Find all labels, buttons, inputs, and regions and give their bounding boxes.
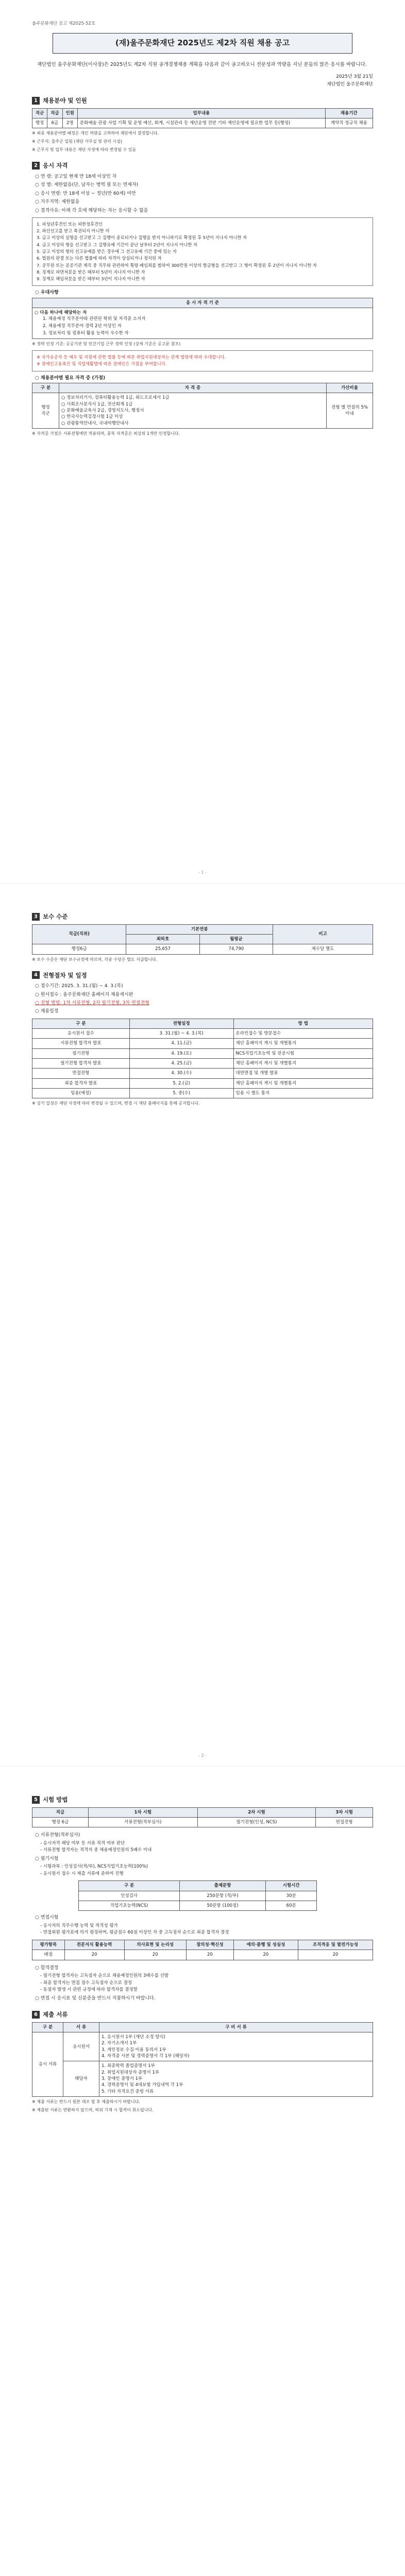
document-id: 울주문화재단 공고 제2025-52호: [32, 21, 96, 26]
result-item: - 동점자 발생 시 관련 규정에 따라 합격자를 결정함: [40, 1987, 138, 1993]
issue-block: [32, 73, 373, 88]
issue-date: 2025년 3월 21일: [336, 74, 373, 80]
section-5-title: 5 시험 방법: [32, 1795, 373, 1804]
table-row: 해당자 1. 최종학력 졸업증명서 1부 2. 취업지원대상자 증명서 1부 3. 장애인 증명서 1부 4. 경력증명서 및 4대보험 가입내역 각 1부 5. 기타 자격요건 증빙 서류: [32, 2061, 373, 2097]
table-row: 행정6급 25,657 74,790 제수당 별도: [32, 944, 373, 954]
section-4-title: 4 전형절차 및 일정: [32, 971, 373, 980]
exam-item: - 시험과목 : 인성검사(적/부), NCS직업기초능력(100%): [40, 1864, 148, 1870]
preference-item: 2. 채용예정 직무분야 경력 2년 이상인 자: [43, 323, 122, 329]
preference-title: ○ 우대사항: [35, 290, 59, 296]
table-row: 서류전형 합격자 발표 4. 11.(금) 재단 홈페이지 게시 및 개별통지: [32, 1039, 373, 1048]
certificate-table: 구 분 자 격 증 가산비율 행정 직군 ○ 정보처리기사, 컴퓨터활용능력 1급, 워드프로세서 1급 ○ 사회조사분석사 1급, 전산회계 1급 ○ 문화예술교육사 2급, 경영지도사, 행정사 ○ 한국사능력검정시험 1급 이상 ○ 관광통역안내사, 국내여행안내사 전형 별 만점의 5% 이내: [32, 383, 373, 429]
section-number: 4: [32, 971, 40, 979]
section-1-note: ※ 최종 채용분야별 배정은 개인 역량을 고려하여 재단에서 결정합니다.: [32, 131, 159, 136]
table-row: 면접전형 4. 30.(수) 대면면접 및 개별 발표: [32, 1069, 373, 1078]
eligibility-item: ○ 연 령: 공고일 현재 만 18세 이상인 자: [35, 174, 117, 179]
interview-item: - 면접위원 평가표에 의거 평정하며, 평균점수 60점 이상인 자 중 고득점자 순으로 최종 합격자 결정: [40, 1930, 229, 1936]
exam-item: - 응시원서 접수 시 제출 서류에 준하여 진행: [40, 1871, 124, 1876]
intro-text: 재단법인 울주문화재단(이사장)은 2025년도 제2차 직원 공개경쟁채용 계획을 다음과 같이 공고하오니 전문성과 역량을 지닌 분들의 많은 응시를 바랍니다.: [37, 62, 367, 68]
section-3-title: 3 보수 수준: [32, 912, 373, 921]
preference-item: 3. 정보처리 및 컴퓨터 활용 능력이 우수한 자: [43, 330, 129, 336]
result-item: ○ 면접 시 응시표 및 신분증을 반드시 지참하시기 바랍니다.: [35, 1995, 156, 2001]
table-row: 필기전형 합격자 발표 4. 25.(금) 재단 홈페이지 게시 및 개별통지: [32, 1059, 373, 1069]
schedule-table: 구 분 전형일정 방 법 응시원서 접수 3. 31.(월) ~ 4. 3.(목) 온라인접수 및 방문접수 서류전형 합격자 발표 4. 11.(금) 재단 홈페이지 게시 및 개별통지 필기전형 4. 19.(토) NCS직업기초능력 및 전공시험 필기전형 합격자 발표 4. 25.(금) 재단 홈페이지 게시 및 개별통지 면접전형 4. 30.(수) 대면면접 및 개별 발표 최종 합격자 발표 5. 2.(금) 재단 홈페이지 게시 및 개별통지 임용(예정) 5. 중(수) 임용 시 별도 통지: [32, 1019, 373, 1099]
section-number: 3: [32, 913, 40, 921]
table-row: 직업기초능력(NCS) 50문항 (100점) 60분: [79, 1901, 317, 1911]
result-item: - 최종 합격자는 면접 점수 고득점자 순으로 결정: [40, 1980, 132, 1986]
preference-note: ※ 경력 인정 기준: 공공기관 및 민간기업 근무 경력 인정 (상세 기준은 공고문 참조): [32, 342, 181, 347]
section-number: 5: [32, 1796, 40, 1804]
exam-item: - 서류전형 합격자는 적격자 중 채용예정인원의 5배수 이내: [40, 1848, 152, 1853]
table-row: 행정 6급 서류전형(적부심사) 필기전형(인성, NCS) 면접전형: [32, 1817, 373, 1827]
eligibility-item: ○ 결격사유: 아래 각 호에 해당하는 자는 응시할 수 없음: [35, 208, 148, 213]
disqualification-box: 1. 피성년후견인 또는 피한정후견인 2. 파산선고를 받고 복권되지 아니한 자 3. 금고 이상의 실형을 선고받고 그 집행이 종료되거나 집행을 받지 아니하기로 확정된 후 5년이 지나지 아니한 자 4. 금고 이상의 형을 선고받고 그 집행유예 기간이 끝난 날부터 2년이 지나지 아니한 자 5. 금고 이상의 형의 선고유예를 받은 경우에 그 선고유예 기간 중에 있는 자 6. 법원의 판결 또는 다른 법률에 따라 자격이 상실되거나 정지된 자 7. 공무원 또는 공공기관 재직 중 직무와 관련하여 횡령·배임죄를 범하여 300만원 이상의 벌금형을 선고받고 그 형이 확정된 후 2년이 지나지 아니한 자 8. 징계로 파면처분을 받은 때부터 5년이 지나지 아니한 자 9. 징계로 해임처분을 받은 때부터 3년이 지나지 아니한 자: [32, 217, 373, 286]
table-row: 최종 합격자 발표 5. 2.(금) 재단 홈페이지 게시 및 개별통지: [32, 1078, 373, 1088]
preference-item: ○ 다음 하나에 해당하는 자: [35, 310, 87, 315]
page-2: [0, 883, 405, 1766]
section-number: 6: [32, 2011, 40, 2019]
section-1-note: ※ 근무지 및 업무 내용은 재단 사정에 따라 변경될 수 있음: [32, 147, 137, 152]
table-row: 배점 20 20 20 20 20: [32, 1950, 373, 1960]
legal-note-box: ※ 국가유공자 등 예우 및 지원에 관한 법률 등에 따른 취업지원대상자는 관계 법령에 따라 우대합니다. ※ 장애인고용촉진 및 직업재활법에 따른 장애인은 가점을 부여합니다.: [32, 350, 373, 371]
table-row: 응시원서 접수 3. 31.(월) ~ 4. 3.(목) 온라인접수 및 방문접수: [32, 1029, 373, 1039]
interview-title: ○ 면접시험: [35, 1915, 59, 1921]
documents-note: ※ 제출된 서류는 반환하지 않으며, 허위 기재 시 합격이 취소됩니다.: [32, 2107, 154, 2112]
exam-item: ○ 서류전형(적부심사): [35, 1833, 80, 1838]
section-1-title: 1 채용분야 및 인원: [32, 96, 373, 105]
schedule-item: ○ 접수기간: 2025. 3. 31.(월) ~ 4. 3.(목): [35, 984, 123, 989]
certificate-title: ○ 채용분야별 필요 자격 증 (가점): [35, 375, 106, 381]
eligibility-item: ○ 성 별: 제한없음(단, 남자는 병역 필 또는 면제자): [35, 182, 139, 188]
written-exam-table: 구 분 출제문항 시험시간 인성검사 250문항 (적/부) 30분 직업기초능력(NCS) 50문항 (100점) 60분: [78, 1880, 317, 1911]
salary-table: 직급(직위) 기본연봉 비고 최하호 월평균 행정6급 25,657 74,790 제수당 별도: [32, 924, 373, 955]
table-row: 행정 직군 ○ 정보처리기사, 컴퓨터활용능력 1급, 워드프로세서 1급 ○ 사회조사분석사 1급, 전산회계 1급 ○ 문화예술교육사 2급, 경영지도사, 행정사 ○ 한국사능력검정시험 1급 이상 ○ 관광통역안내사, 국내여행안내사 전형 별 만점의 5% 이내: [32, 393, 373, 429]
announcement-title: (재)울주문화재단 2025년도 제2차 직원 채용 공고: [53, 33, 352, 54]
section-number: 2: [32, 162, 40, 170]
issuer: 재단법인 울주문화재단: [327, 81, 373, 87]
exam-table: 직급 1차 시험 2차 시험 3차 시험 행정 6급 서류전형(적부심사) 필기전형(인성, NCS) 면접전형: [32, 1807, 373, 1828]
page-number: - 1 -: [198, 870, 207, 875]
page-1: [0, 0, 405, 883]
table-row: 행정 6급 2명 문화예술 관광 사업 기획 및 운영 예산, 회계, 시설관리 등 재단운영 전반 기타 재단운영에 필요한 업무 등(행정) 계약직 정규직 채용: [32, 118, 373, 128]
certificate-note: ※ 자격증 가점은 서류전형에만 적용되며, 중복 자격증은 최상위 1개만 인정합니다.: [32, 431, 180, 436]
eligibility-item: ○ 거주지역: 제한없음: [35, 199, 80, 205]
documents-note: ※ 제출 서류는 반드시 원본 대조 필 후 제출하시기 바랍니다.: [32, 2099, 140, 2104]
exam-item: ○ 필기시험: [35, 1856, 59, 1861]
schedule-item: ○ 전형 방법: 1차 서류전형, 2차 필기전형, 3차 면접전형: [35, 1001, 149, 1006]
interview-item: - 응시자의 직무수행 능력 및 적격성 평가: [40, 1923, 118, 1928]
exam-item: - 응시자격 해당 여부 등 서류 적격 여부 판단: [40, 1840, 125, 1846]
table-row: 인성검사 250문항 (적/부) 30분: [79, 1891, 317, 1901]
page-number: - 2 -: [198, 1753, 207, 1758]
section-2-title: 2 응시 자격: [32, 161, 373, 170]
table-row: 필기전형 4. 19.(토) NCS직업기초능력 및 전공시험: [32, 1048, 373, 1058]
documents-table: 구 분 서 류 구 비 서 류 응시 서류 응시원서 1. 응시원서 1부 (재단 소정 양식) 2. 자기소개서 1부 3. 개인정보 수집·이용 동의서 1부 4. 자격증 사본 및 경력증명서 각 1부 (해당자) 해당자 1. 최종학력 졸업증명서 1부 2. 취업지원대상자 증명서 1부 3. 장애인 증명서 1부 4. 경력증명서 및 4대보험 가입내역 각 1부 5. 기타 자격요건 증빙 서류: [32, 2022, 373, 2097]
section-1-note: ※ 근무지: 울주군 일원 (재단 사무실 및 관리 시설): [32, 139, 123, 144]
page-3: [0, 1766, 405, 2576]
table-row: 임용(예정) 5. 중(수) 임용 시 별도 통지: [32, 1089, 373, 1098]
section-6-title: 6 제출 서류: [32, 2010, 373, 2019]
schedule-item: ○ 채용일정: [35, 1009, 59, 1014]
result-item: ○ 합격결정: [35, 1965, 59, 1971]
salary-note: ※ 보수 수준은 재단 보수규정에 따르며, 각종 수당은 별도 지급합니다.: [32, 957, 158, 962]
recruitment-table: 직군 직급 인원 업무내용 채용기간 행정 6급 2명 문화예술 관광 사업 기획 및 운영 예산, 회계, 시설관리 등 재단운영 전반 기타 재단운영에 필요한 업무 등(행정) 계약직 정규직 채용: [32, 108, 373, 129]
eligibility-item: ○ 응시 연령: 만 18세 이상 ~ 정년(만 60세) 미만: [35, 191, 136, 196]
section-number: 1: [32, 97, 40, 105]
schedule-note: ※ 상기 일정은 재단 사정에 따라 변경될 수 있으며, 변경 시 재단 홈페이지를 통해 공지합니다.: [32, 1101, 200, 1106]
preference-table: 응 시 자 격 기 준 ○ 다음 하나에 해당하는 자 1. 채용예정 직무분야와 관련된 학위 및 자격증 소지자 2. 채용예정 직무분야 경력 2년 이상인 자 3. 정보처리 및 컴퓨터 활용 능력이 우수한 자: [32, 298, 373, 339]
preference-item: 1. 채용예정 직무분야와 관련된 학위 및 자격증 소지자: [43, 316, 146, 322]
schedule-item: ○ 원서접수 : 울주문화재단 홈페이지 채용게시판: [35, 992, 133, 997]
result-item: - 필기전형 합격자는 고득점자 순으로 채용예정인원의 3배수를 선발: [40, 1973, 169, 1978]
table-row: 응시 서류 응시원서 1. 응시원서 1부 (재단 소정 양식) 2. 자기소개서 1부 3. 개인정보 수집·이용 동의서 1부 4. 자격증 사본 및 경력증명서 각 1부 (해당자): [32, 2032, 373, 2061]
interview-score-table: 평가항목 전문지식 활용능력 의사표현 및 논리성 창의성·혁신성 예의·품행 및 성실성 조직적응 및 발전가능성 배점 20 20 20 20 20: [32, 1940, 373, 1960]
